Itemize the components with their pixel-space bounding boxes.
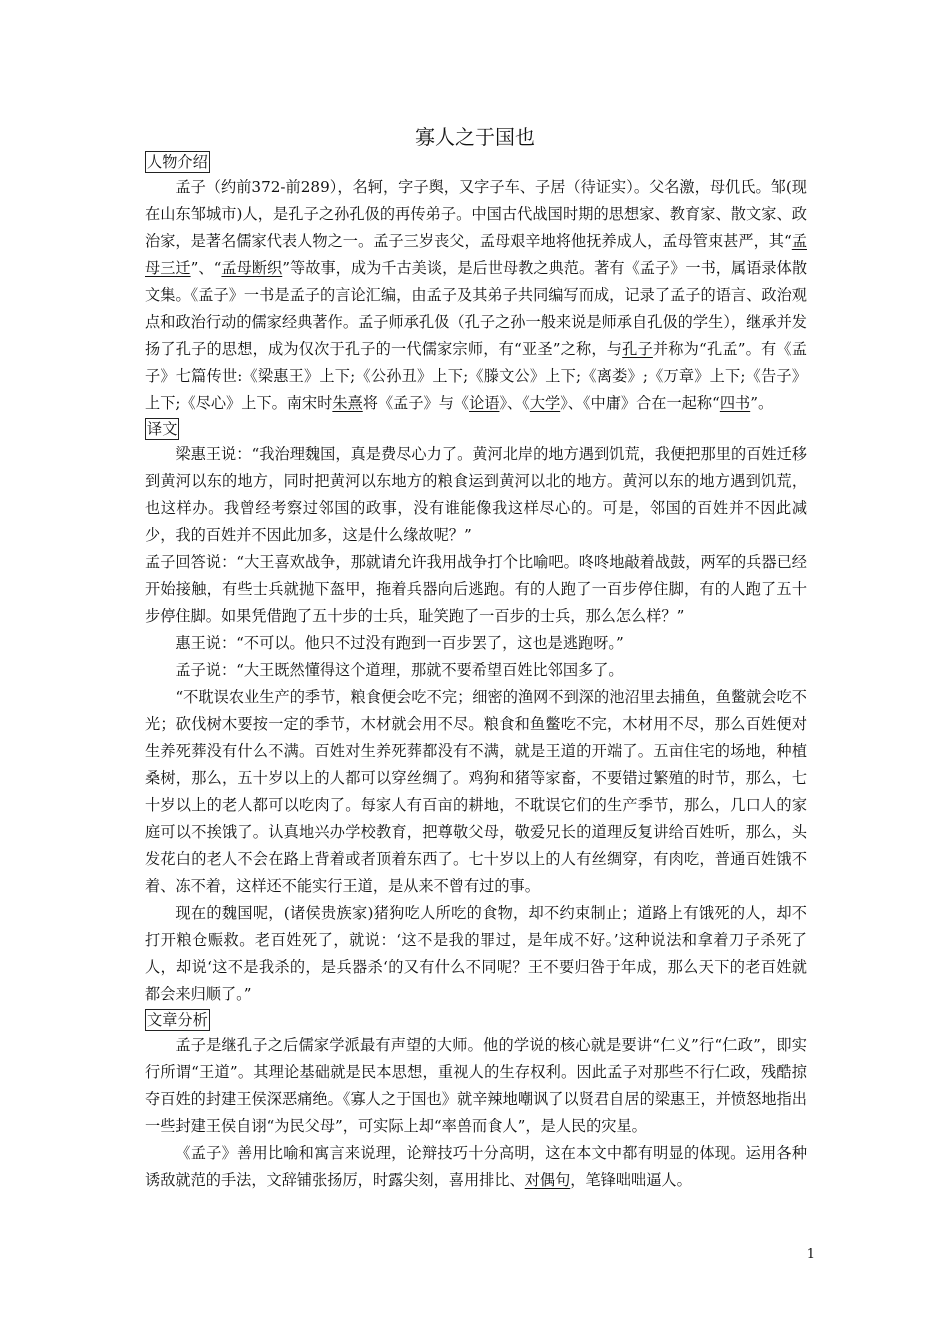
text-run: ”。 bbox=[750, 394, 774, 412]
analysis-paragraph-2 bbox=[145, 1140, 807, 1194]
section-heading-analysis: 文章分析 bbox=[147, 1011, 208, 1029]
link-lunyu[interactable]: 论语 bbox=[469, 394, 500, 412]
text-run: 孟子（约前372-前289），名轲，字子舆，又字子车、子居（待证实）。父名激，母仉氏。邹(现在山东邹城市)人，是孔子之孙孔伋的再传弟子。中国古代战国时期的思想家、教育家、散文家、政治家，是著名儒家代表人物之一。孟子三岁丧父，孟母艰辛地将他抚养成人，孟母管束甚严，其“ bbox=[145, 178, 807, 250]
translation-paragraph-2: 孟子回答说：“大王喜欢战争，那就请允许我用战争打个比喻吧。咚咚地敲着战鼓，两军的兵器已经开始接触，有些士兵就抛下盔甲，拖着兵器向后逃跑。有的人跑了一百步停住脚，有的人跑了五十步停住脚。如果凭借跑了五十步的士兵，耻笑跑了一百步的士兵，那么怎么样？” bbox=[145, 553, 807, 625]
link-kongzi[interactable]: 孔子 bbox=[622, 340, 653, 358]
document-body bbox=[145, 150, 807, 1194]
link-duiouju[interactable]: 对偶句 bbox=[524, 1171, 571, 1189]
link-zhuxi[interactable]: 朱熹 bbox=[332, 394, 363, 412]
link-mengmu-duanzhi[interactable]: 孟母断织 bbox=[221, 259, 283, 277]
translation-paragraph-6: 现在的魏国呢，(诸侯贵族家)猪狗吃人所吃的食物，却不约束制止；道路上有饿死的人，却不打开粮仓赈救。老百姓死了，就说：‘这不是我的罪过，是年成不好。’这种说法和拿着刀子杀死了人，却说‘这不是我杀的，是兵器杀‘的又有什么不同呢？王不要归咎于年成，那么天下的老百姓就都会来归顺了。” bbox=[145, 904, 807, 1003]
link-mengmu-sanqian[interactable]: 孟母三迁 bbox=[145, 232, 808, 277]
text-run: 《孟子》善用比喻和寓言来说理，论辩技巧十分高明，这在本文中都有明显的体现。运用各种诱敌就范的手法，文辞铺张扬厉，时露尖刻，喜用排比、 bbox=[145, 1144, 807, 1189]
text-run: 》、《 bbox=[499, 394, 530, 412]
text-run: ”、“ bbox=[190, 259, 222, 277]
section-heading-intro: 人物介绍 bbox=[147, 153, 208, 171]
text-run: 将《孟子》与《 bbox=[362, 394, 470, 412]
translation-paragraph-1: 梁惠王说：“我治理魏国，真是费尽心力了。黄河北岸的地方遇到饥荒，我便把那里的百姓迁移到黄河以东的地方，同时把黄河以东地方的粮食运到黄河以北的地方。黄河以东的地方遇到饥荒，也这样办。我曾经考察过邻国的政事，没有谁能像我这样尽心的。可是，邻国的百姓并不因此减少，我的百姓并不因此加多，这是什么缘故呢？” bbox=[145, 445, 807, 544]
link-sishu[interactable]: 四书 bbox=[719, 394, 751, 412]
intro-paragraph bbox=[145, 174, 807, 417]
text-run: 》、《中庸》合在一起称“ bbox=[560, 394, 720, 412]
analysis-paragraph-1: 孟子是继孔子之后儒家学派最有声望的大师。他的学说的核心就是要讲“仁义”行“仁政”，即实行所谓“王道”。其理论基础就是民本思想，重视人的生存权利。因此孟子对那些不行仁政，残酷掠夺百姓的封建王侯深恶痛绝。《寡人之于国也》就辛辣地嘲讽了以贤君自居的梁惠王，并愤怒地指出一些封建王侯自诩“为民父母”，可实际上却“率兽而食人”，是人民的灾星。 bbox=[145, 1036, 807, 1135]
translation-paragraph-3: 惠王说：“不可以。他只不过没有跑到一百步罢了，这也是逃跑呀。” bbox=[175, 634, 624, 652]
link-daxue[interactable]: 大学 bbox=[529, 394, 561, 412]
translation-paragraph-4: 孟子说：“大王既然懂得这个道理，那就不要希望百姓比邻国多了。 bbox=[175, 661, 624, 679]
section-heading-translation: 译文 bbox=[147, 420, 178, 438]
text-run: 并称为“孔孟”。有《孟子》七篇传世:《梁惠王》上下;《公孙丑》上下;《滕文公》上下;《离娄》;《万章》上下;《告子》上下;《尽心》上下。南宋时 bbox=[145, 340, 807, 412]
document-title: 寡人之于国也 bbox=[415, 125, 535, 149]
page-number: 1 bbox=[806, 1247, 815, 1262]
text-run: ，笔锋咄咄逼人。 bbox=[570, 1171, 692, 1189]
text-run: ”等故事，成为千古美谈，是后世母教之典范。著有《孟子》一书，属语录体散文集。《孟子》一书是孟子的言论汇编，由孟子及其弟子共同编写而成，记录了孟子的语言、政治观点和政治行动的儒家经典著作。孟子师承孔伋（孔子之孙一般来说是师承自孔伋的学生），继承并发扬了孔子的思想，成为仅次于孔子的一代儒家宗师，有“亚圣”之称，与 bbox=[145, 259, 808, 358]
translation-paragraph-5: “不耽误农业生产的季节，粮食便会吃不完；细密的渔网不到深的池沼里去捕鱼，鱼鳖就会吃不光；砍伐树木要按一定的季节，木材就会用不尽。粮食和鱼鳖吃不完，木材用不尽，那么百姓便对生养死葬没有什么不满。百姓对生养死葬都没有不满，就是王道的开端了。五亩住宅的场地，种植桑树，那么，五十岁以上的人都可以穿丝绸了。鸡狗和猪等家畜，不要错过繁殖的时节，那么，七十岁以上的老人都可以吃肉了。每家人有百亩的耕地，不耽误它们的生产季节，那么，几口人的家庭可以不挨饿了。认真地兴办学校教育，把尊敬父母，敬爱兄长的道理反复讲给百姓听，那么，头发花白的老人不会在路上背着或者顶着东西了。七十岁以上的人有丝绸穿，有肉吃，普通百姓饿不着、冻不着，这样还不能实行王道，是从来不曾有过的事。 bbox=[145, 688, 807, 895]
